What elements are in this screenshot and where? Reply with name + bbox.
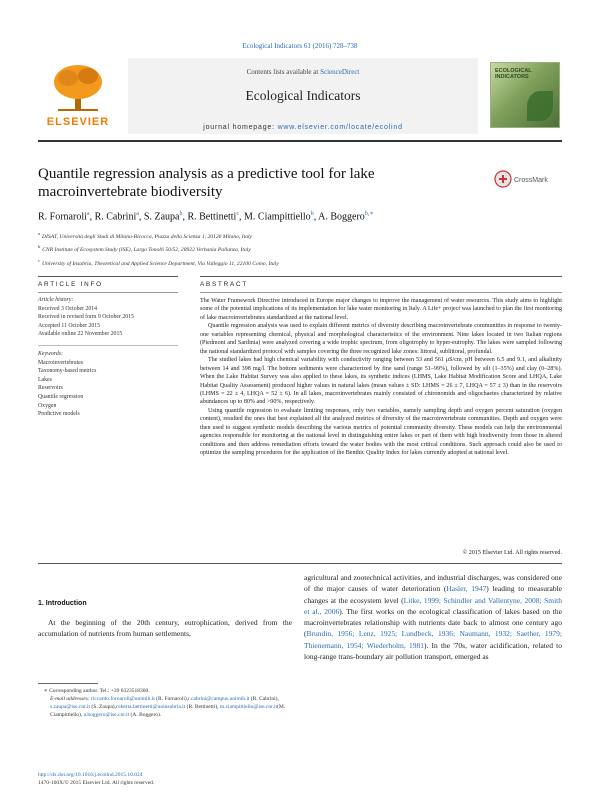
affiliation-mark: a xyxy=(38,231,40,236)
email-label: E-mail addresses: xyxy=(50,696,92,703)
email-owner: (R. Fornaroli), xyxy=(154,696,189,703)
author-list: R. Fornaroli$^a$, R. Cabrini$^a$, S. Zaupa$^b$, R. Bettinetti$^c$, M. Ciampittiello$^b$, A. Boggero$^{b,∗}$ xyxy=(38,211,374,223)
leaf-icon xyxy=(527,91,553,121)
intro-paragraph-left: At the beginning of the 20th century, eutrophication, derived from the accumulation of nutrients from human settlements, xyxy=(38,618,292,639)
intro-text: ). The first works on the ecological classification of lakes based on the macroinvertebrates relationship with nutrients date back to almost one century ago ( xyxy=(304,606,562,639)
keywords-block xyxy=(38,350,178,419)
affiliation-mark: b xyxy=(38,244,41,250)
journal-homepage: journal homepage: www.elsevier.com/locate/ecolind xyxy=(203,124,403,131)
journal-masthead xyxy=(128,58,478,134)
author-affiliation-mark[interactable]: b,∗ xyxy=(364,211,374,217)
abstract-copyright: © 2015 Elsevier Ltd. All rights reserved. xyxy=(462,550,562,556)
author-affiliation-mark[interactable]: b xyxy=(179,211,183,217)
keyword: Taxonomy-based metrics xyxy=(38,368,97,375)
history-entry: Received 3 October 2014 xyxy=(38,305,98,312)
header-rule xyxy=(38,140,562,142)
intro-text: ) leading to measurable changes at the ecosystem level ( xyxy=(304,584,562,605)
history-label: Article history: xyxy=(38,297,74,303)
affiliation-text: University of Insubria, Theoretical and Applied Science Department, Via Valleggio 11, 22100 Como, Italy xyxy=(42,260,279,267)
email-owner: (S. Zaupa), xyxy=(90,704,117,711)
cover-title: ECOLOGICAL INDICATORS xyxy=(495,68,532,81)
journal-banner xyxy=(38,58,562,134)
history-entry: Available online 22 November 2015 xyxy=(38,331,123,338)
abstract-rule xyxy=(200,292,562,293)
email-link[interactable]: r.cabrini@campus.unimib.it xyxy=(188,696,250,703)
affiliation-mark: c xyxy=(38,257,40,263)
affiliation xyxy=(38,256,562,269)
footnote-rule xyxy=(38,683,98,684)
journal-cover-image[interactable] xyxy=(490,62,560,128)
corresponding-author: ∗ Corresponding author. Tel.: +39 0323518300. xyxy=(44,688,150,694)
abstract-paragraph: The studied lakes had high chemical variability with conductivity ranging between 53 and 561 μS/cm, pH between 6.5 and 9.1, and alkalinity between 14 and 398 mg/l. The bottom sediments were characterized by fine sand (range 51–99%), followed by silt (1–35%) and clay (0–28%). When the Lake Habitat Survey was also applied to these lakes, its synthetic indices (LHMS, Lake Habitat Modification Score and LHQA, Lake Habitat Quality Assessment) produced higher values in natural lakes (mean values ± SD: LHMS = 26 ± 7, LHQA = 57 ± 3) than in the reservoirs (LHMS = 22 ± 4, LHQA = 52 ± 6). In all lakes, macroinvertebrates mainly consisted of chironomids and oligochaetes characterized by relative abundances up to 80% and >90%, respectively. xyxy=(200,357,562,406)
author-affiliation-mark[interactable]: a xyxy=(136,211,139,217)
info-rule xyxy=(38,292,178,293)
intro-text: ). In the '70s, water acidification, related to long-range trans-boundary air pollution transport, emerged as xyxy=(304,640,562,662)
homepage-link[interactable]: www.elsevier.com/locate/ecolind xyxy=(277,124,403,131)
elsevier-logo[interactable] xyxy=(38,60,118,132)
journal-reference[interactable]: Ecological Indicators 61 (2016) 728–738 xyxy=(242,42,358,50)
author-name[interactable]: R. Fornaroli xyxy=(38,211,87,223)
journal-title: Ecological Indicators xyxy=(245,88,361,103)
citation-link[interactable]: Litke, 1999; Schindler and Vallentyne, 2008; Smith et al., 2006 xyxy=(304,595,562,616)
affiliations xyxy=(38,229,562,269)
email-link[interactable]: a.boggero@ise.cnr.it xyxy=(83,712,130,719)
email-owner: (R. Bettinetti), xyxy=(185,704,220,711)
affiliation-text: CNR Institute of Ecosystem Study (ISE), Largo Tonolli 50/52, 28922 Verbania Pallanza, Italy xyxy=(42,247,251,254)
keyword: Reservoirs xyxy=(38,385,63,392)
citation-link[interactable]: Brundin, 1956; Lenz, 1925; Lundbeck, 1936; Naumann, 1932; Saether, 1979; Thienemann, 1954; Wiederholm, 1981 xyxy=(304,629,562,650)
email-owner: (R. Cabrini), xyxy=(249,696,279,703)
footer xyxy=(38,771,154,787)
author-name[interactable]: M. Ciampittiello xyxy=(244,211,311,223)
abstract-paragraph: Quantile regression analysis was used to explain different metrics of diversity describing macroinvertebrate communities in response to twenty-one variables representing chemical, physical and morphological characteristics of the environment. Nine lakes located in two Italian regions (Piedmont and Sardinia) were analyzed covering a wide trophic spectrum, from oligotrophy to hyper-eutrophy. The lakes were sampled following the national standardized protocol with samples covering the three recognized lake zones: littoral, sublittoral, profundal. xyxy=(200,323,562,355)
intro-text: agricultural and zootechnical activities, and industrial discharges, was considered one of the major causes of water deterioration ( xyxy=(304,573,562,594)
abstract-rule-top xyxy=(200,276,562,277)
author-name[interactable]: A. Boggero xyxy=(318,211,365,223)
keyword: Quantile regression xyxy=(38,393,84,400)
intro-paragraph-right xyxy=(304,572,562,662)
abstract-paragraph: Using quantile regression to evaluate limiting responses, only two variables, namely sampling depth and oxygen percent saturation (oxygen content), resulted the ones that best explained all the analyzed metrics of diversity of the macroinvertebrate communities. Depth and oxygen were then used to suggest synthetic models describing the various metrics of potential community diversity. These models can help the environmental agencies responsible for monitoring at the national level in distinguishing entire lakes or part of them with high biodiversity from those in altered conditions and then address remediation efforts toward the water bodies with the most critical conditions. Such approach could also be used to optimize the sampling procedures for the application of the Benthic Quality Index for lakes currently adopted at national level. xyxy=(200,407,562,457)
keywords-label: Keywords: xyxy=(38,351,63,357)
keyword: Lakes xyxy=(38,376,52,383)
abstract-body xyxy=(200,297,562,458)
email-link[interactable]: roberta.bettinetti@uninsubria.it xyxy=(116,704,186,711)
issn-line: 1470-160X/© 2015 Elsevier Ltd. All rights reserved. xyxy=(38,780,155,787)
author-name[interactable]: R. Cabrini xyxy=(94,211,137,223)
abstract-paragraph: The Water Framework Directive introduced in Europe major changes to improve the management of water resources. This study aims to highlight some of the potential implications of its implementation for lake water monitoring in Italy. A Life+ project was launched to plan the first monitoring of lake macroinvertebrates standardized at the national level. xyxy=(200,298,562,321)
citation-link[interactable]: Hasler, 1947 xyxy=(446,584,487,594)
email-link[interactable]: riccardo.fornaroli@unimib.it xyxy=(91,696,155,703)
abstract-end-rule xyxy=(38,563,562,564)
email-owner: (A. Boggero). xyxy=(129,712,162,719)
affiliation-text: DISAT, Università degli Studi di Milano-Bicocca, Piazza della Scienza 1, 20126 Milano, Italy xyxy=(42,233,253,240)
email-owner: (M. Ciampittiello), xyxy=(50,704,286,719)
footnotes xyxy=(38,687,292,719)
doi-link[interactable]: http://dx.doi.org/10.1016/j.ecolind.2015.10.024 xyxy=(38,772,143,778)
elsevier-tree-icon xyxy=(50,62,106,112)
abstract-heading: ABSTRACT xyxy=(200,281,248,288)
author-affiliation-mark[interactable]: b xyxy=(310,211,314,217)
introduction-heading: 1. Introduction xyxy=(38,600,87,607)
crossmark-badge[interactable] xyxy=(494,170,562,188)
sciencedirect-link[interactable]: ScienceDirect xyxy=(320,68,360,76)
author-affiliation-mark[interactable]: c xyxy=(236,211,240,217)
article-title: Quantile regression analysis as a predictive tool for lake macroinvertebrate biodiversity xyxy=(38,166,375,200)
article-info-heading: ARTICLE INFO xyxy=(38,281,103,288)
history-rule xyxy=(38,345,178,346)
contents-line: Contents lists available at ScienceDirect xyxy=(246,68,360,76)
article-history xyxy=(38,296,178,339)
affiliation xyxy=(38,242,562,255)
email-addresses xyxy=(38,695,292,719)
affiliation xyxy=(38,229,562,242)
keyword: Macroinvertebrates xyxy=(38,359,84,366)
keyword: Predictive models xyxy=(38,411,80,418)
crossmark-label: CrossMark xyxy=(514,177,548,184)
author-name[interactable]: S. Zaupa xyxy=(143,211,180,223)
email-link[interactable]: m.ciampittiello@ise.cnr.it xyxy=(219,704,278,711)
keyword: Oxygen xyxy=(38,402,57,409)
email-link[interactable]: s.zaupa@ise.cnr.it xyxy=(50,704,91,711)
history-entry: Received in revised form 9 October 2015 xyxy=(38,314,134,321)
history-entry: Accepted 11 October 2015 xyxy=(38,322,101,329)
info-rule-top xyxy=(38,276,178,277)
author-name[interactable]: R. Bettinetti xyxy=(187,211,237,223)
author-affiliation-mark[interactable]: a xyxy=(86,211,90,217)
publisher-name: ELSEVIER xyxy=(46,116,110,128)
